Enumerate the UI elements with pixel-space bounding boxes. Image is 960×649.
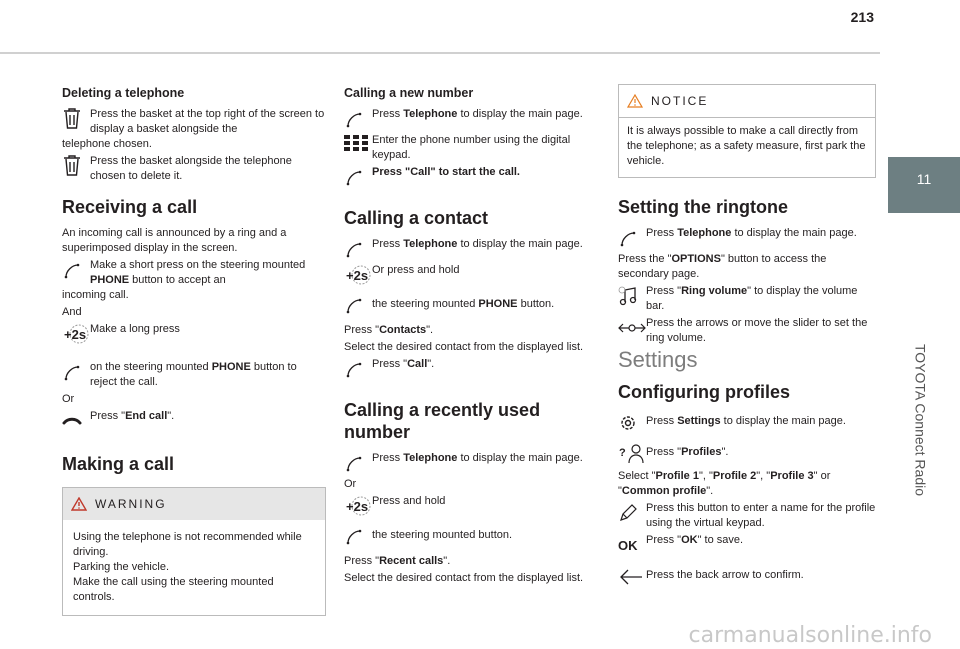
chapter-label: TOYOTA Connect Radio [912,344,929,496]
new-number-heading: Calling a new number [344,86,474,100]
ring-volume-text: Press "Ring volume" to display the volume bar. [646,285,858,312]
ringtone-heading: Setting the ringtone [618,197,788,217]
deleting-step-1-cont: telephone chosen. [62,138,152,150]
trash-icon [62,107,90,131]
header-rule [0,52,880,54]
chapter-number: 11 [916,171,932,187]
select-profile-text: Select "Profile 1", "Profile 2", "Profile 3" or "Common profile". [618,470,831,497]
ok-icon: OK [618,537,638,553]
options-text: Press the "OPTIONS" button to access the secondary page. [618,253,827,280]
new-number-step-2: Enter the phone number using the digital keypad. [372,134,571,161]
deleting-step-1: Press the basket at the top right of the screen to display a basket alongside the [90,108,325,135]
recent-step-1: Press Telephone to display the main page. [372,452,583,464]
profiles-press-text: Press "Profiles". [646,446,729,458]
recent-heading: Calling a recently used number [344,400,541,442]
and-label: And [62,306,82,318]
ok-save-text: Press "OK" to save. [646,534,744,546]
column-1 [62,86,326,630]
warning-label: WARNING [95,496,167,511]
receiving-intro: An incoming call is announced by a ring and a superimposed display in the screen. [62,227,287,254]
phone-icon [344,357,372,381]
gear-icon [618,411,646,435]
receiving-step-1: Make a short press on the steering mounted PHONE button to accept an [90,259,306,286]
column-3 [618,84,876,591]
phone-icon [344,107,372,131]
receiving-heading: Receiving a call [62,197,198,217]
trash-icon [62,154,90,178]
keypad-icon [344,133,372,157]
contact-steering-text: the steering mounted PHONE button. [372,298,555,310]
ringtone-step-1: Press Telephone to display the main page. [646,227,857,239]
phone-icon [618,226,646,250]
phone-icon [344,237,372,261]
press-call-text: Press "Call". [372,358,435,370]
phone-icon [344,293,372,317]
notice-icon [627,94,643,108]
page-number: 213 [850,9,874,25]
settings-press-text: Press Settings to display the main page. [646,415,846,427]
profiles-heading: Configuring profiles [618,382,790,402]
steering-plus-2s-icon [344,494,372,518]
contact-heading: Calling a contact [344,208,489,228]
warning-box [62,487,326,616]
recent-or: Or [344,478,357,490]
name-profile-text: Press this button to enter a name for the profile using the virtual keypad. [646,502,876,529]
or-label: Or [62,393,75,405]
settings-heading: Settings [618,347,698,372]
receiving-step-1-cont: incoming call. [62,289,129,301]
recent-steering-text: the steering mounted button. [372,529,513,541]
slider-arrows-icon [618,316,646,340]
svg-text:+2s: +2s [346,268,369,283]
profiles-icon [618,441,646,465]
notice-label: NOTICE [651,93,709,108]
phone-icon [62,360,90,384]
svg-text:+2s: +2s [346,499,369,514]
notice-box [618,84,876,178]
arrows-text: Press the arrows or move the slider to set the ring volume. [646,317,868,344]
warning-text-3: Make the call using the steering mounted controls. [73,576,274,603]
phone-icon [344,524,372,548]
svg-text:+2s: +2s [64,327,87,342]
recent-press-hold: Press and hold [372,495,446,507]
contact-or-hold: Or press and hold [372,264,460,276]
column-2 [344,86,606,588]
svg-text:?: ? [619,447,626,459]
back-arrow-icon [618,565,646,589]
hang-up-icon [62,409,90,433]
deleting-step-2: Press the basket alongside the telephone chosen to delete it. [90,155,292,182]
warning-text-2: Parking the vehicle. [73,561,169,573]
deleting-heading: Deleting a telephone [62,86,185,100]
press-recent-calls-text: Press "Recent calls". [344,555,451,567]
ring-volume-icon [618,284,646,308]
steering-plus-2s-icon [62,322,90,346]
phone-icon [344,451,372,475]
contact-step-1: Press Telephone to display the main page. [372,238,583,250]
end-call-text: Press "End call". [90,410,175,422]
long-press-text: Make a long press [90,323,180,335]
phone-icon [344,165,372,189]
notice-text: It is always possible to make a call directly from the telephone; as a safety measure, first park the vehicle. [627,125,866,167]
steering-plus-2s-icon [344,263,372,287]
select-recent-text: Select the desired contact from the displayed list. [344,572,584,584]
new-number-step-1: Press Telephone to display the main page. [372,108,583,120]
back-confirm-text: Press the back arrow to confirm. [646,569,804,581]
warning-text-1: Using the telephone is not recommended while driving. [73,531,302,558]
select-contact-text: Select the desired contact from the displayed list. [344,341,584,353]
press-contacts-text: Press "Contacts". [344,324,434,336]
warning-icon [71,497,87,511]
watermark: carmanualsonline.info [688,623,932,648]
pencil-icon [618,501,646,525]
making-heading: Making a call [62,454,175,474]
new-number-step-3: Press "Call" to start the call. [372,166,520,178]
reject-text: on the steering mounted PHONE button to reject the call. [90,361,297,388]
phone-icon [62,258,90,282]
